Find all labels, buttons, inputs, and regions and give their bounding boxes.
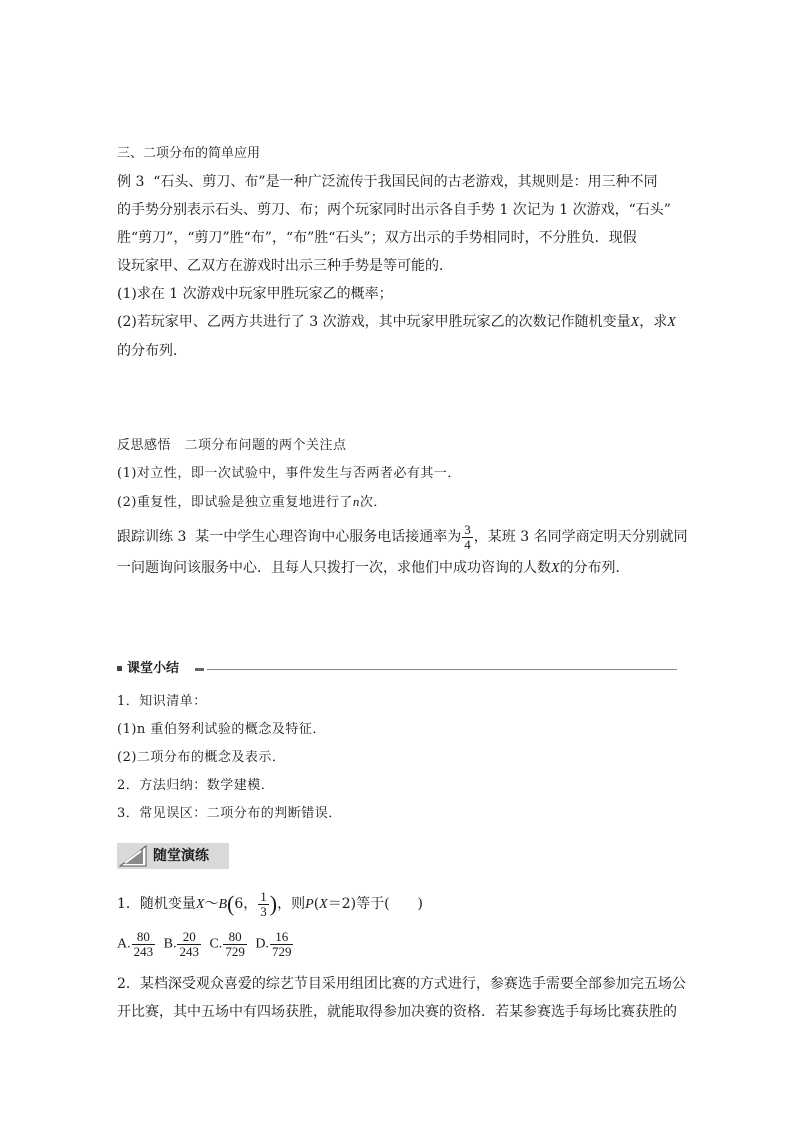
summary-item: (1)n 重伯努利试验的概念及特征． — [117, 722, 326, 737]
example-line: 设玩家甲、乙双方在游戏时出示三种手势是等可能的． — [117, 258, 453, 274]
practice-q2 — [117, 970, 686, 1026]
practice-banner — [117, 843, 229, 869]
example-text: “石头、剪刀、布”是一种广泛流传于我国民间的古老游戏，其规则是：用三种不同 — [153, 174, 658, 190]
answer-options — [117, 930, 298, 964]
example-line: 胜“剪刀”，“剪刀”胜“布”，“布”胜“石头”；双方出示的手势相同时，不分胜负．现假 — [117, 230, 637, 246]
fraction: $\frac{1}{3}$ — [260, 888, 267, 919]
square-bullet-icon — [117, 666, 122, 671]
option-a[interactable]: A. $\frac{80}{243}$ — [117, 929, 154, 959]
question-2-cont: 的分布列． — [117, 343, 187, 359]
option-b[interactable]: B. $\frac{20}{243}$ — [163, 929, 199, 959]
right-paren: ) — [269, 891, 278, 916]
example-label: 例 3 — [117, 174, 145, 190]
summary-item: 2．方法归纳：数学建模． — [117, 778, 275, 793]
pencil-icon — [119, 845, 147, 867]
practice-q1-line: 1．随机变量X～B(6， $\frac{1}{3}$ )，则P(X＝2)等于( ) — [117, 888, 424, 919]
summary-item: 3．常见误区：二项分布的判断错误． — [117, 806, 342, 821]
divider-dots — [195, 668, 204, 671]
divider-line — [207, 669, 677, 670]
practice-q1 — [117, 886, 677, 923]
summary-header — [117, 660, 677, 678]
training-label: 跟踪训练 3 — [117, 529, 187, 545]
option-d[interactable]: D. $\frac{16}{729}$ — [255, 929, 292, 959]
training-line: 一问题询问该服务中心．且每人只拨打一次，求他们中成功咨询的人数X的分布列． — [117, 560, 630, 576]
example-line — [117, 168, 677, 196]
fraction: $\frac{3}{4}$ — [464, 521, 471, 552]
left-paren: ( — [227, 891, 235, 916]
section-title: 三、二项分布的简单应用 — [117, 146, 261, 161]
example-line: 的手势分别表示石头、剪刀、布；两个玩家同时出示各自手势 1 次记为 1 次游戏，“石头” — [117, 202, 671, 218]
reflection-line: (1)对立性，即一次试验中，事件发生与否两者必有其一． — [117, 466, 461, 481]
practice-q2-line: 2．某档深受观众喜爱的综艺节目采用组团比赛的方式进行，参赛选手需要全部参加完五场公 — [117, 976, 686, 992]
practice-title: 随堂演练 — [153, 848, 209, 864]
question-2: (2)若玩家甲、乙两方共进行了 3 次游戏，其中玩家甲胜玩家乙的次数记作随机变量X，求X — [117, 314, 676, 330]
example-3 — [117, 168, 677, 365]
reflection-title: 反思感悟 二项分布问题的两个关注点 — [117, 438, 347, 453]
summary-list — [117, 688, 677, 828]
summary-item: 1．知识清单： — [117, 694, 207, 709]
training-line: 跟踪训练 3 某一中学生心理咨询中心服务电话接通率为 $\frac{3}{4}$ ，某班 3 名同学商定明天分别就同 — [117, 521, 688, 552]
reflection-line: (2)重复性，即试验是独立重复地进行了n次． — [117, 494, 387, 510]
question-1: (1)求在 1 次游戏中玩家甲胜玩家乙的概率； — [117, 286, 393, 302]
training-3 — [117, 520, 688, 583]
summary-title: 课堂小结 — [127, 661, 180, 676]
summary-item: (2)二项分布的概念及表示． — [117, 750, 286, 765]
reflection-block — [117, 432, 677, 517]
option-c[interactable]: C. $\frac{80}{729}$ — [209, 929, 245, 959]
practice-q2-line: 开比赛，其中五场中有四场获胜，就能取得参加决赛的资格．若某参赛选手每场比赛获胜的 — [117, 1004, 677, 1020]
